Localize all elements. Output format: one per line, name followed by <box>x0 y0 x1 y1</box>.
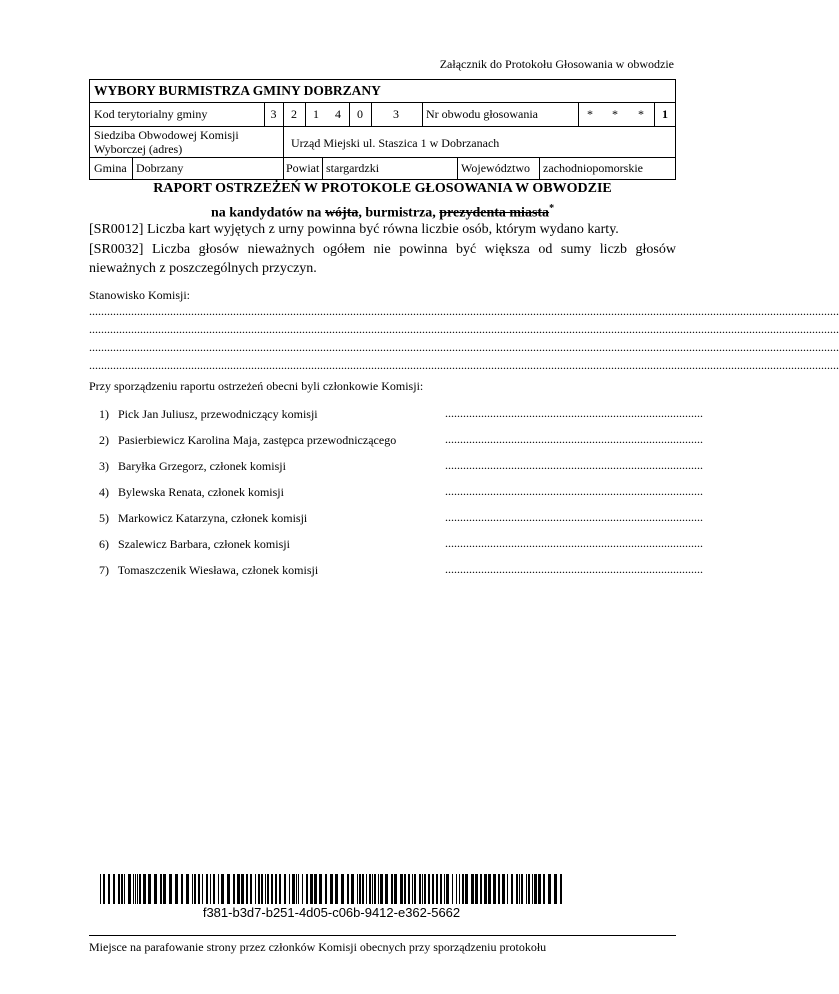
stanowisko-line: .......................................................................................................................................................................................................................................................... <box>89 358 839 372</box>
signature-line: ...................................................................................... <box>445 510 703 524</box>
kod-digit: 0 <box>357 107 363 121</box>
kod-digit: 1 <box>313 107 319 121</box>
member-row <box>99 407 318 422</box>
gmina-value: Dobrzany <box>136 161 184 175</box>
barcode-text: f381-b3d7-b251-4d05-c06b-9412-e362-5662 <box>202 905 461 920</box>
subtitle-struck-wojta: wójta <box>324 205 359 221</box>
nr-obwodu-digit: * <box>638 107 644 121</box>
member-number: 6) <box>99 537 109 551</box>
barcode <box>100 874 563 904</box>
member-row <box>99 459 286 474</box>
kod-digit: 3 <box>270 107 277 121</box>
stanowisko-label: Stanowisko Komisji: <box>89 288 191 302</box>
signature-line: ...................................................................................... <box>445 406 703 420</box>
warning-sr0032: [SR0032] Liczba głosów nieważnych ogółem nie powinna być większa od sumy liczb głosów nieważnych z poszczególnych przyczyn. <box>89 242 676 276</box>
nr-obwodu-digit: 1 <box>662 107 668 121</box>
warning-sr0012: [SR0012] Liczba kart wyjętych z urny powinna być równa liczbie osób, którym wydano karty. <box>89 222 619 237</box>
member-row <box>99 485 284 500</box>
member-row <box>99 537 290 552</box>
member-name: Markowicz Katarzyna, członek komisji <box>118 511 308 525</box>
subtitle-prefix: na kandydatów na <box>210 205 322 221</box>
member-number: 5) <box>99 511 109 525</box>
annex-note: Załącznik do Protokołu Głosowania w obwodzie <box>439 57 674 71</box>
stanowisko-line: .......................................................................................................................................................................................................................................................... <box>89 304 839 318</box>
member-row <box>99 563 318 578</box>
signature-line: ...................................................................................... <box>445 562 703 576</box>
member-number: 1) <box>99 407 109 421</box>
row-divider <box>90 126 675 127</box>
kod-digit: 2 <box>291 107 297 121</box>
member-number: 3) <box>99 459 109 473</box>
footer-note: Miejsce na parafowanie strony przez członków Komisji obecnych przy sporządzeniu protokołu <box>89 940 547 954</box>
election-title: WYBORY BURMISTRZA GMINY DOBRZANY <box>90 80 675 103</box>
report-title: RAPORT OSTRZEŻEŃ W PROTOKOLE GŁOSOWANIA W OBWODZIE <box>153 181 612 196</box>
nr-obwodu-digit: * <box>612 107 618 121</box>
signature-line: ...................................................................................... <box>445 536 703 550</box>
wojewodztwo-label: Województwo <box>461 161 531 175</box>
signature-line: ...................................................................................... <box>445 432 703 446</box>
member-number: 7) <box>99 563 109 577</box>
member-row <box>99 511 307 526</box>
cell-divider <box>422 102 423 127</box>
cell-divider <box>283 157 284 180</box>
kod-digit: 3 <box>393 107 399 121</box>
cell-divider <box>132 157 133 180</box>
member-name: Szalewicz Barbara, członek komisji <box>118 537 290 551</box>
header-table <box>89 79 676 180</box>
cell-divider <box>539 157 540 180</box>
footnote-mark: * <box>549 203 555 214</box>
subtitle-struck-prezydenta: prezydenta miasta <box>439 205 550 221</box>
signature-line: ...................................................................................... <box>445 484 703 498</box>
members-intro: Przy sporządzeniu raportu ostrzeżeń obecni byli członkowie Komisji: <box>89 379 424 393</box>
powiat-label: Powiat <box>286 161 320 175</box>
member-row <box>99 433 396 448</box>
member-name: Bylewska Renata, członek komisji <box>118 485 284 499</box>
nr-obwodu-digit: * <box>587 107 593 121</box>
member-name: Pasierbiewicz Karolina Maja, zastępca przewodniczącego <box>118 433 397 447</box>
kod-digit: 4 <box>335 107 341 121</box>
member-name: Tomaszczenik Wiesława, członek komisji <box>117 563 319 577</box>
nr-obwodu-label: Nr obwodu głosowania <box>426 107 538 121</box>
row-divider <box>90 157 675 158</box>
siedziba-value: Urząd Miejski ul. Staszica 1 w Dobrzanach <box>291 136 500 150</box>
siedziba-label: Siedziba Obwodowej Komisji Wyborczej (adres) <box>94 128 239 156</box>
stanowisko-line: .......................................................................................................................................................................................................................................................... <box>89 340 839 354</box>
member-number: 4) <box>99 485 109 499</box>
signature-line: ...................................................................................... <box>445 458 703 472</box>
wojewodztwo-value: zachodniopomorskie <box>543 161 643 175</box>
subtitle-middle: , burmistrza, <box>358 205 436 221</box>
member-name: Baryłka Grzegorz, członek komisji <box>118 459 286 473</box>
powiat-value: stargardzki <box>326 161 380 175</box>
footer-divider <box>89 935 676 936</box>
cell-divider <box>457 157 458 180</box>
member-number: 2) <box>99 433 109 447</box>
cell-divider <box>283 126 284 158</box>
gmina-label: Gmina <box>94 161 127 175</box>
report-subtitle <box>89 203 676 222</box>
stanowisko-line: .......................................................................................................................................................................................................................................................... <box>89 322 839 336</box>
member-name: Pick Jan Juliusz, przewodniczący komisji <box>118 407 318 421</box>
kod-terytorialny-label: Kod terytorialny gminy <box>94 107 208 121</box>
cell-divider <box>322 157 323 180</box>
